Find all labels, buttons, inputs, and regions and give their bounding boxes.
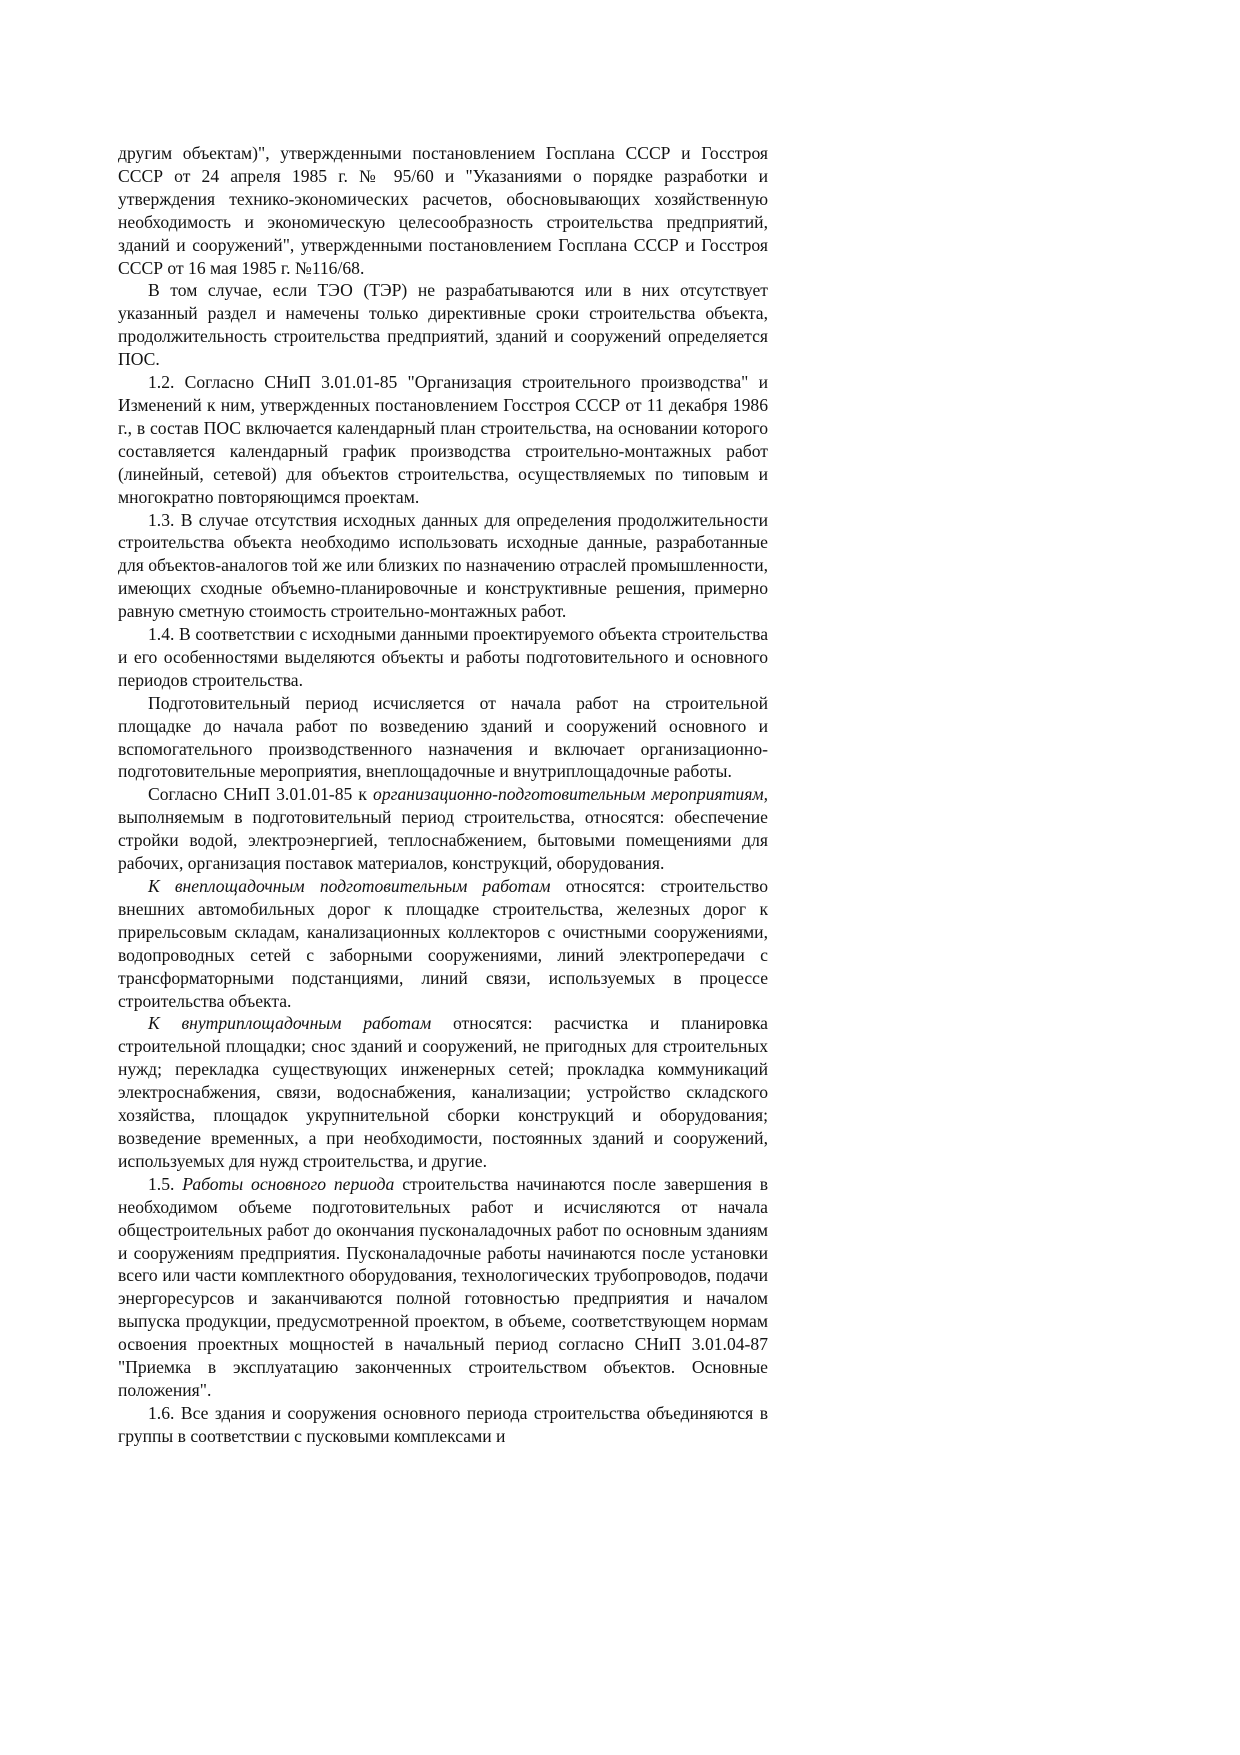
paragraph-1-6: 1.6. Все здания и сооружения основного периода строительства объединяются в группы в соответствии с пусковыми комплексами и	[118, 1402, 768, 1446]
paragraph-text-rest: строительства начинаются после завершения в необходимом объеме подготовительных работ и исчисляются от начала общестроительных работ до окончания пусконаладочных работ по основным зданиям и сооружениям предприятия. Пусконаладочные работы начинаются после установки всего или части комплектного оборудования, технологических трубопроводов, подачи энергоресурсов и заканчиваются полной готовностью предприятия и началом выпуска продукции, предусмотренной проектом, в объеме, соответствующем нормам освоения проектных мощностей в начальный период согласно СНиП 3.01.04-87 "Приемка в эксплуатацию законченных строительством объектов. Основные положения".	[118, 1173, 768, 1400]
paragraph-preparatory-period: Подготовительный период исчисляется от начала работ на строительной площадке до начала работ по возведению зданий и сооружений основного и вспомогательного производственного назначения и включает организационно-подготовительные мероприятия, внеплощадочные и внутриплощадочные работы.	[118, 692, 768, 782]
italic-term: К внеплощадочным подготовительным работам	[148, 876, 551, 896]
italic-term: К внутриплощадочным работам	[148, 1013, 432, 1034]
document-page	[118, 142, 768, 1448]
paragraph-2: В том случае, если ТЭО (ТЭР) не разрабатываются или в них отсутствует указанный раздел и намечены только директивные сроки строительства объекта, продолжительность строительства предприятий, зданий и сооружений определяется ПОС.	[118, 280, 768, 370]
paragraph-1-3: 1.3. В случае отсутствия исходных данных для определения продолжительности строительства объекта необходимо использовать исходные данные, разработанные для объектов-аналогов той же или близких по назначению отраслей промышленности, имеющих сходные объемно-планировочные и конструктивные решения, примерно равную сметную стоимость строительно-монтажных работ.	[118, 509, 769, 622]
paragraph-organizational-measures	[118, 783, 768, 875]
italic-term: организационно-подготовительным мероприятиям,	[373, 784, 768, 805]
paragraph-text-rest: выполняемым в подготовительный период строительства, относятся: обеспечение стройки водой, электроэнергией, теплоснабжением, бытовыми помещениями для рабочих, организация поставок материалов, конструкций, оборудования.	[118, 807, 768, 874]
paragraph-text-rest: относятся: расчистка и планировка строительной площадки; снос зданий и сооружений, не пригодных для строительных нужд; перекладка существующих инженерных сетей; прокладка коммуникаций электроснабжения, связи, водоснабжения, канализации; устройство складского хозяйства, площадок укрупнительной сборки конструкций и оборудования; возведение временных, а при необходимости, постоянных зданий и сооружений, используемых для нужд строительства, и другие.	[118, 1013, 768, 1171]
paragraph-1-4: 1.4. В соответствии с исходными данными проектируемого объекта строительства и его особенностями выделяются объекты и работы подготовительного и основного периодов строительства.	[118, 624, 768, 690]
paragraph-text-lead: Согласно СНиП 3.01.01-85 к	[148, 784, 374, 805]
paragraph-text-lead: 1.5.	[148, 1173, 183, 1194]
paragraph-1-5	[118, 1173, 768, 1402]
paragraph-offsite-works	[118, 875, 768, 1012]
paragraph-1: другим объектам)", утвержденными постановлением Госплана СССР и Госстроя СССР от 24 апреля 1985 г. № 95/60 и "Указаниями о порядке разработки и утверждения технико-экономических расчетов, обосновывающих хозяйственную необходимость и экономическую целесообразность строительства предприятий, зданий и сооружений", утвержденными постановлением Госплана СССР и Госстроя СССР от 16 мая 1985 г. №116/68.	[118, 143, 768, 278]
paragraph-text-rest: относятся: строительство внешних автомобильных дорог к площадке строительства, железных дорог к прирельсовым складам, канализационных коллекторов с очистными сооружениями, водопроводных сетей с заборными сооружениями, линий электропередачи с трансформаторными подстанциями, линий связи, используемых в процессе строительства объекта.	[118, 876, 768, 1011]
italic-term: Работы основного периода	[182, 1173, 395, 1194]
paragraph-1-2: 1.2. Согласно СНиП 3.01.01-85 "Организация строительного производства" и Изменений к ним, утвержденных постановлением Госстроя СССР от 11 декабря 1986 г., в состав ПОС включается календарный план строительства, на основании которого составляется календарный график производства строительно-монтажных работ (линейный, сетевой) для объектов строительства, осуществляемых по типовым и многократно повторяющимся проектам.	[118, 372, 768, 507]
paragraph-onsite-works	[118, 1012, 768, 1172]
